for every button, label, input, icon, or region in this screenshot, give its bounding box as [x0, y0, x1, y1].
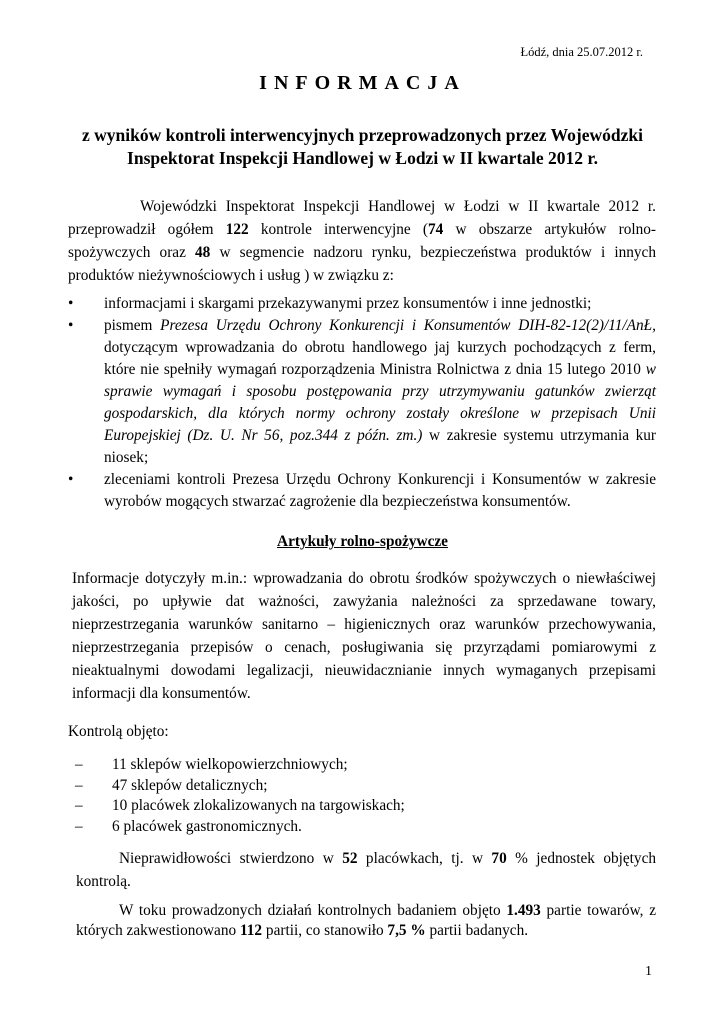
list-item-text: 11 sklepów wielkopowierzchniowych;: [112, 756, 348, 773]
page-number: 1: [645, 964, 652, 979]
list-item-text: 10 placówek zlokalizowanych na targowiskach;: [112, 797, 405, 814]
text-run: % jednostek objętych kontrolą.: [76, 850, 657, 890]
list-item-text: [104, 471, 656, 510]
scope-label: Kontrolą objęto:: [68, 723, 169, 740]
dash-icon: –: [75, 817, 83, 835]
text-run: partie towarów, z których zakwestionowano: [76, 902, 656, 939]
bullet-icon: •: [68, 471, 74, 488]
list-item: [68, 315, 656, 469]
text-run: placówkach, tj. w: [357, 850, 492, 867]
text-run: w segmencie nadzoru rynku, bezpieczeństwa produktów i innych produktów nieżywnościowych i usług ) w związku z:: [68, 244, 656, 284]
bold-text: 74: [427, 221, 444, 238]
text-run: dotyczącym wprowadzania do obrotu handlowego jaj kurzych pochodzących z ferm, które nie spełniły wymagań rozporządzenia Ministra Rolnictwa z dnia 15 lutego 2010: [104, 339, 656, 378]
list-item: [75, 817, 725, 838]
text-run: w zakresie systemu utrzymania kur niosek;: [104, 427, 656, 466]
list-item: [68, 293, 656, 315]
document-title: INFORMACJA: [259, 72, 466, 94]
bold-text: 48: [195, 244, 211, 261]
scope-list: [75, 755, 725, 837]
irregularities-paragraph: [76, 847, 656, 893]
text-run: kontrole interwencyjne (: [248, 221, 428, 238]
text-run: informacjami i skargami przekazywanymi przez konsumentów i inne jednostki;: [104, 295, 592, 312]
document-date: Łódź, dnia 25.07.2012 r.: [520, 45, 643, 59]
list-item: [68, 469, 656, 513]
text-run: w obszarze artykułów rolno-spożywczych oraz: [68, 221, 656, 261]
dash-icon: –: [75, 776, 83, 794]
text-run: pismem: [104, 317, 161, 334]
bold-text: 70: [491, 850, 507, 867]
italic-text: Prezesa Urzędu Ochrony Konkurencji i Konsumentów DIH-82-12(2)/11/AnŁ,: [160, 317, 656, 334]
text-run: partii badanych.: [425, 922, 529, 939]
bold-text: 112: [239, 922, 263, 939]
dash-icon: –: [75, 756, 83, 773]
bullet-icon: •: [68, 295, 74, 312]
italic-text: w sprawie wymagań i sposobu postępowania przy utrzymywaniu gatunków zwierząt gospodarskich, dla których normy ochrony zostały określone w przepisach Unii Europejskiej (Dz. U. Nr 56, poz.344 z późn. zm.): [104, 361, 656, 444]
bold-text: 122: [225, 221, 249, 238]
bold-text: 52: [342, 850, 358, 867]
text-run: partii, co stanowiło: [262, 922, 388, 939]
list-item: [75, 776, 725, 797]
batches-paragraph: [76, 901, 656, 941]
text-run: Nieprawidłowości stwierdzono w: [119, 850, 343, 867]
bold-text: 1.493: [506, 902, 541, 919]
intro-paragraph: [68, 195, 656, 287]
bullet-icon: •: [68, 317, 74, 334]
bold-text: 7,5 %: [387, 922, 426, 939]
text-run: Wojewódzki Inspektorat Inspekcji Handlowej w Łodzi w II kwartale 2012 r. przeprowadził ogółem: [68, 198, 656, 238]
list-item-text: 6 placówek gastronomicznych.: [112, 817, 302, 835]
reasons-list: [68, 293, 656, 513]
list-item-text: [104, 295, 591, 312]
text-run: W toku prowadzonych działań kontrolnych badaniem objęto: [119, 902, 507, 919]
list-item-text: 47 sklepów detalicznych;: [112, 776, 268, 794]
list-item-text: [104, 317, 656, 466]
text-run: zleceniami kontroli Prezesa Urzędu Ochrony Konkurencji i Konsumentów w zakresie wyrobów mogących stwarzać zagrożenie dla bezpieczeństwa konsumentów.: [104, 471, 656, 510]
info-paragraph: [72, 567, 656, 705]
list-item: [75, 796, 725, 817]
text-run: Informacje dotyczyły m.in.: wprowadzania do obrotu środków spożywczych o niewłaściwej jakości, po upływie dat ważności, zawyżania należności za sprzedawane towary, nieprzestrzegania warunków sanitarno – higienicznych oraz warunków przechowywania, nieprzestrzegania przepisów o cenach, posługiwania się przyrządami pomiarowymi z nieaktualnymi dowodami legalizacji, nieuwidacznianie innych wymaganych przepisami informacji dla konsumentów.: [72, 570, 656, 702]
document-subtitle: z wyników kontroli interwencyjnych przeprowadzonych przez Wojewódzki Inspektorat Inspekcji Handlowej w Łodzi w II kwartale 2012 r.: [82, 125, 643, 168]
section-heading: Artykuły rolno-spożywcze: [277, 533, 448, 550]
dash-icon: –: [75, 797, 83, 814]
list-item: [75, 755, 725, 776]
